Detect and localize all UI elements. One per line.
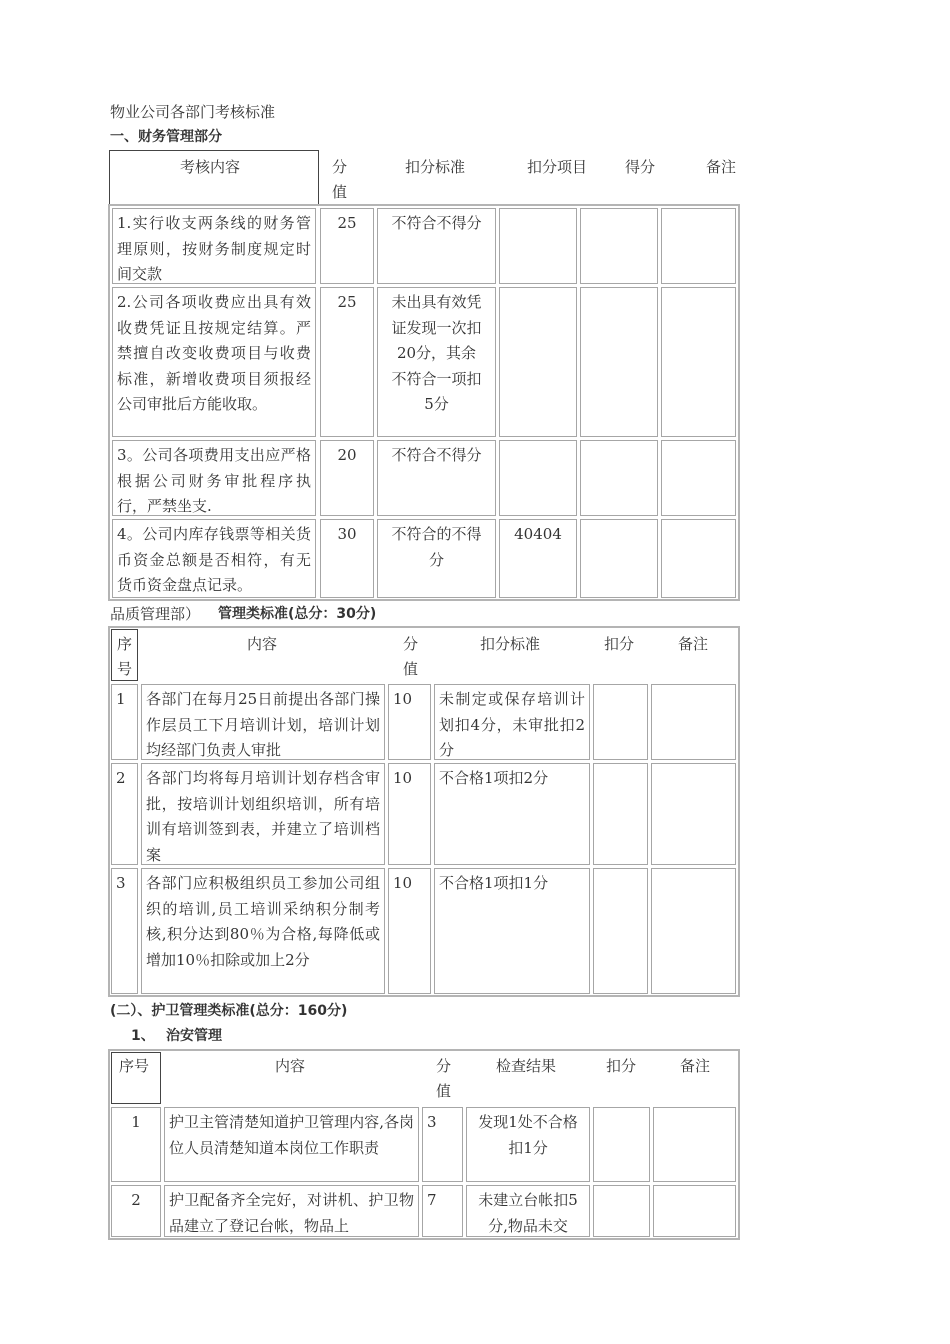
table-row-2-content: 各部门均将每月培训计划存档含审批，按培训计划组织培训，所有培训有培训签到表，并建立了培训档案	[141, 763, 385, 865]
table-row-2-score: 25	[320, 287, 374, 437]
table-row-3-got	[580, 440, 658, 516]
table-row-2-note	[651, 763, 736, 865]
table-row-1-result: 发现1处不合格扣1分	[466, 1107, 590, 1182]
table-row-4-item: 40404	[499, 519, 577, 598]
header-deduct-standard: 扣分标准	[405, 158, 466, 176]
header-no-a: 序	[117, 635, 133, 653]
table-row-4-score: 30	[320, 519, 374, 598]
table-row-1-standard: 未制定或保存培训计划扣4分，未审批扣2分	[434, 684, 590, 760]
header-no-b: 号	[117, 660, 133, 678]
section2-title-plain: 品质管理部）	[110, 605, 201, 623]
table-row-1-note	[661, 208, 736, 284]
table-row-3-score: 10	[388, 868, 431, 994]
table-row-1-no: 1	[111, 684, 138, 760]
table-row-2-deduct	[593, 1185, 650, 1237]
table-row-3-content: 3。公司各项费用支出应严格根据公司财务审批程序执行，严禁坐支.	[112, 440, 316, 516]
table-row-3-score: 20	[320, 440, 374, 516]
header-score-a: 分	[436, 1057, 452, 1075]
table-row-1-score: 10	[388, 684, 431, 760]
table-row-1-content: 各部门在每月25日前提出各部门操作层员工下月培训计划，培训计划均经部门负责人审批	[141, 684, 385, 760]
section1-title: 一、财务管理部分	[110, 129, 222, 145]
header-no: 序号	[119, 1057, 150, 1075]
table-row-3-note	[661, 440, 736, 516]
table-row-3-item	[499, 440, 577, 516]
table-row-4-note	[661, 519, 736, 598]
table-row-2-content: 护卫配备齐全完好，对讲机、护卫物品建立了登记台帐，物品上	[164, 1185, 419, 1237]
header-content: 内容	[247, 635, 278, 653]
table-row-4-standard: 不符合的不得分	[377, 519, 496, 598]
header-score-b: 值	[332, 183, 348, 201]
table-row-2-content: 2.公司各项收费应出具有效收费凭证且按规定结算。严禁擅自改变收费项目与收费标准，新增收费项目须报经公司审批后方能收取。	[112, 287, 316, 437]
section3-sub-no: 1、	[131, 1028, 155, 1044]
header-note: 备注	[680, 1057, 711, 1075]
section2-title-bold: 管理类标准(总分：30分)	[218, 606, 377, 622]
table-row-3-content: 各部门应积极组织员工参加公司组织的培训,员工培训采纳积分制考核,积分达到80％为合格,每降低或增加10％扣除或加上2分	[141, 868, 385, 994]
table-row-4-content: 4。公司内库存钱票等相关货币资金总额是否相符，有无货币资金盘点记录。	[112, 519, 316, 598]
table-row-1-content: 护卫主管清楚知道护卫管理内容,各岗位人员清楚知道本岗位工作职责	[164, 1107, 419, 1182]
table-row-2-score: 7	[422, 1185, 463, 1237]
header-deduct: 扣分	[604, 635, 635, 653]
table-row-2-score: 10	[388, 763, 431, 865]
table-row-1-score: 25	[320, 208, 374, 284]
table-row-3-standard: 不合格1项扣1分	[434, 868, 590, 994]
table-row-2-standard: 不合格1项扣2分	[434, 763, 590, 865]
table-row-4-got	[580, 519, 658, 598]
header-deduct: 扣分	[606, 1057, 637, 1075]
table-row-1-note	[653, 1107, 736, 1182]
table-row-1-got	[580, 208, 658, 284]
table-row-2-note	[653, 1185, 736, 1237]
section3-title: (二）、护卫管理类标准(总分：160分)	[110, 1003, 348, 1019]
table-row-2-got	[580, 287, 658, 437]
table-row-1-deduct	[593, 1107, 650, 1182]
table-row-1-item	[499, 208, 577, 284]
table-row-2-note	[661, 287, 736, 437]
header-score-a: 分	[403, 635, 419, 653]
header-deduct-item: 扣分项目	[527, 158, 588, 176]
table-row-1-note	[651, 684, 736, 760]
header-score-b: 值	[436, 1082, 452, 1100]
header-note: 备注	[706, 158, 737, 176]
header-deduct-standard: 扣分标准	[480, 635, 541, 653]
header-got-score: 得分	[625, 158, 656, 176]
doc-title: 物业公司各部门考核标准	[110, 103, 276, 121]
header-content: 内容	[275, 1057, 306, 1075]
header-content: 考核内容	[180, 158, 241, 176]
table-row-2-no: 2	[111, 1185, 161, 1237]
section3-sub-title: 治安管理	[166, 1028, 222, 1044]
table-row-2-deduct	[593, 763, 648, 865]
table-row-2-no: 2	[111, 763, 138, 865]
table-row-3-note	[651, 868, 736, 994]
header-result: 检查结果	[496, 1057, 557, 1075]
table-row-2-result: 未建立台帐扣5分,物品未交	[466, 1185, 590, 1237]
table-row-1-content: 1.实行收支两条线的财务管理原则，按财务制度规定时间交款	[112, 208, 316, 284]
header-note: 备注	[678, 635, 709, 653]
table-row-1-no: 1	[111, 1107, 161, 1182]
table-row-3-no: 3	[111, 868, 138, 994]
table-row-1-score: 3	[422, 1107, 463, 1182]
table-row-1-deduct	[593, 684, 648, 760]
header-score-a: 分	[332, 158, 348, 176]
table-row-2-item	[499, 287, 577, 437]
table-row-3-standard: 不符合不得分	[377, 440, 496, 516]
table-row-3-deduct	[593, 868, 648, 994]
table-row-1-standard: 不符合不得分	[377, 208, 496, 284]
header-score-b: 值	[403, 660, 419, 678]
table-row-2-standard: 未出具有效凭证发现一次扣20分，其余不符合一项扣5分	[377, 287, 496, 437]
